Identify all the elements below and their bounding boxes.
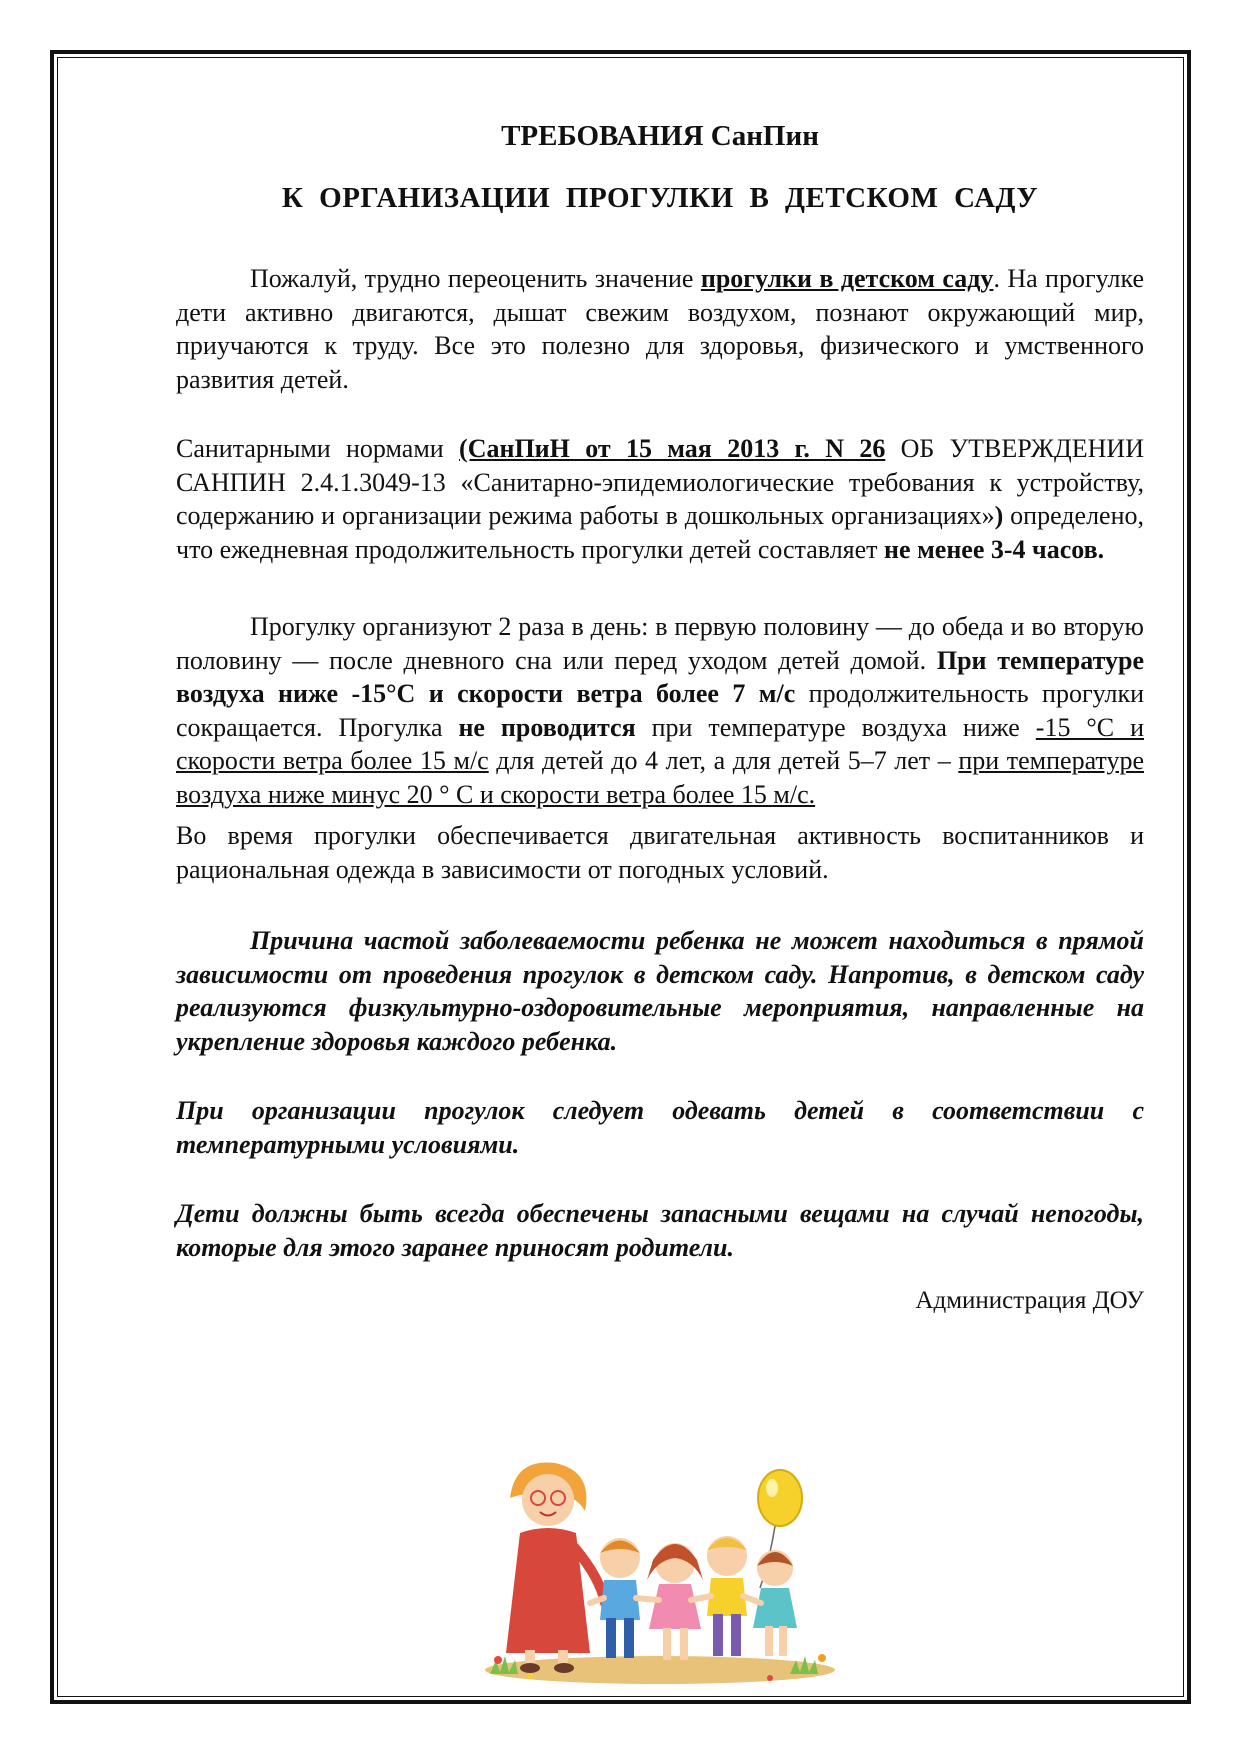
children-walking-illustration [470, 1438, 850, 1688]
document-body [176, 112, 1144, 1318]
limit-under-4: -15 °С и скорости ветра более 15 м/с [176, 712, 1145, 775]
paragraph-activity: Во время прогулки обеспечивается двигательная активность воспитанников и рациональная одежда в зависимости от погодных условий. [176, 821, 1144, 884]
paragraph-clothing: При организации прогулок следует одевать детей в соответствии с температурными условиями. [176, 1096, 1144, 1159]
teacher-figure [506, 1462, 605, 1673]
sanpin-reference: (СанПиН от 15 мая 2013 г. N 26 [459, 434, 886, 463]
paragraph-schedule: Прогулку организуют 2 раза в день: в первую половину — до обеда и во вторую половину — после дневного сна или перед уходом детей домой. При температуре воздуха ниже -15°C и скорости ветра более 7 м/с продолжительность прогулки сокращается. Прогулка не проводится при температуре воздуха ниже -15 °С и скорости ветра более 15 м/с для детей до 4 лет, а для детей 5–7 лет – при температуре воздуха ниже минус 20 ° С и скорости ветра более 15 м/с. [176, 612, 1145, 809]
highlight-walk: прогулки в детском саду [700, 264, 994, 293]
paragraph-intro: Пожалуй, трудно переоценить значение прогулки в детском саду. На прогулке дети активно двигаются, дышат свежим воздухом, познают окружающий мир, приучаются к труду. Все это полезно для здоровья, физического и умственного развития детей. [176, 264, 1144, 394]
paragraph-sanpin: Санитарными нормами (СанПиН от 15 мая 2013 г. N 26 ОБ УТВЕРЖДЕНИИ САНПИН 2.4.1.3049-13 «Санитарно-эпидемиологические требования к устройству, содержанию и организации режима работы в дошкольных организациях») определено, что ежедневная продолжительность прогулки детей составляет не менее 3-4 часов. [176, 434, 1144, 564]
temperature-rule: При температуре воздуха ниже -15°C и скорости ветра более 7 м/с [176, 645, 1145, 708]
paragraph-illness: Причина частой заболеваемости ребенка не может находиться в прямой зависимости от проведения прогулок в детском саду. Напротив, в детском саду реализуются физкультурно-оздоровительные мероприятия, направленные на укрепление здоровья каждого ребенка. [176, 926, 1144, 1056]
paragraph-spare-clothes: Дети должны быть всегда обеспечены запасными вещами на случай непогоды, которые для этого заранее приносят родители. [176, 1199, 1144, 1262]
document-title: ТРЕБОВАНИЯ СанПин [501, 120, 819, 152]
document-subtitle: К ОРГАНИЗАЦИИ ПРОГУЛКИ В ДЕТСКОМ САДУ [281, 182, 1039, 214]
signature: Администрация ДОУ [915, 1287, 1144, 1314]
duration-highlight: не менее 3-4 часов. [884, 534, 1105, 564]
limit-5-7: при температуре воздуха ниже минус 20 ° С и скорости ветра более 15 м/с. [176, 746, 1144, 809]
